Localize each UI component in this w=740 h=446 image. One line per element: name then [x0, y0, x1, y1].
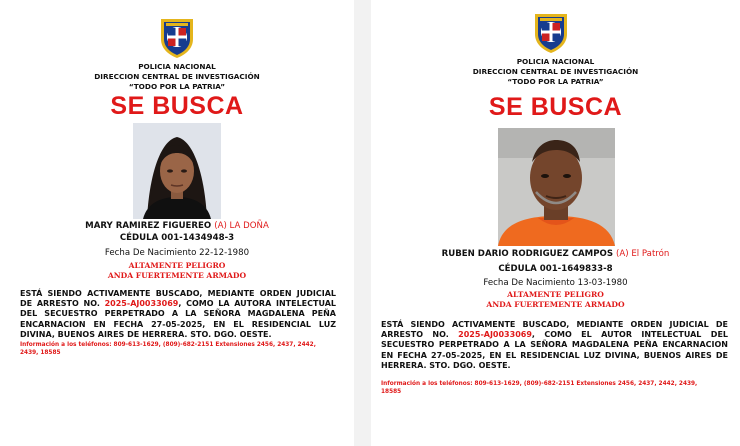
warrant-text-start: ESTÁ SIENDO ACTIVAMENTE BUSCADO, MEDIANTE ORDEN JUDICIAL DE ARRESTO NO.: [381, 320, 728, 340]
police-seal-icon: [529, 10, 573, 54]
suspect-cedula: CÉDULA 001-1649833-8: [498, 264, 613, 274]
warrant-description: [20, 289, 336, 340]
contact-phones: Información a los teléfonos: 809-613-1629, (809)-682-2151 Extensiones 2456, 2437, 2442, 2439, 18585: [381, 381, 698, 396]
header-line-3: “TODO POR LA PATRIA”: [507, 77, 604, 86]
suspect-alias: (A) LA DOÑA: [214, 221, 269, 231]
page-gap: [354, 0, 371, 446]
warrant-description: [381, 320, 728, 371]
suspect-name-text: RUBEN DARIO RODRIGUEZ CAMPOS: [441, 249, 614, 259]
warning-dangerous: ALTAMENTE PELIGRO: [507, 290, 604, 299]
header-line-1: POLICIA NACIONAL: [516, 57, 595, 66]
wanted-poster-right: [371, 0, 740, 446]
header-line-2: DIRECCION CENTRAL DE INVESTIGACIÓN: [472, 67, 639, 76]
warrant-text-end: , COMO EL AUTOR INTELECTUAL DEL SECUESTRO PERPETRADO A LA SEÑORA MAGDALENA PEÑA ENCARNACION EN FECHA 27-05-2025, EN EL RESIDENCIAL LUZ DIVINA, BUENOS AIRES DE HERRERA. STO. DGO. OESTE.: [381, 330, 729, 370]
header-line-2: DIRECCION CENTRAL DE INVESTIGACIÓN: [94, 72, 260, 81]
warning-armed: ANDA FUERTEMENTE ARMADO: [107, 271, 247, 280]
suspect-name-text: MARY RAMIREZ FIGUEREO: [85, 221, 212, 231]
suspect-name: [371, 249, 740, 259]
suspect-name: [0, 221, 354, 231]
suspect-birthdate: Fecha De Nacimiento 22-12-1980: [104, 248, 250, 258]
header-institution: [371, 57, 740, 87]
warrant-text-start: ESTÁ SIENDO ACTIVAMENTE BUSCADO, MEDIANTE ORDEN JUDICIAL DE ARRESTO NO.: [20, 289, 336, 309]
suspect-photo: [133, 123, 221, 219]
case-number: 2025-AJ0033069: [458, 330, 532, 340]
suspect-photo: [498, 128, 615, 246]
police-seal-icon: [155, 15, 199, 59]
warning-armed: ANDA FUERTEMENTE ARMADO: [486, 300, 625, 309]
se-busca-title: SE BUSCA: [488, 93, 623, 121]
header-institution: [0, 62, 354, 92]
wanted-poster-left: [0, 0, 354, 446]
warrant-text-end: , COMO LA AUTORA INTELECTUAL DEL SECUESTRO PERPETRADO A LA SEÑORA MAGDALENA PEÑA ENCARNACION EN FECHA 27-05-2025, EN EL RESIDENCIAL LUZ DIVINA, BUENOS AIRES DE HERRERA. STO. DGO. OESTE.: [20, 299, 337, 339]
contact-phones: Información a los teléfonos: 809-613-1629, (809)-682-2151 Extensiones 2456, 2437, 2442, 2439, 18585: [20, 342, 316, 357]
se-busca-title: SE BUSCA: [110, 92, 244, 120]
suspect-alias: (A) El Patrón: [616, 249, 670, 259]
header-line-1: POLICIA NACIONAL: [138, 62, 216, 71]
header-line-3: “TODO POR LA PATRIA”: [128, 82, 226, 91]
suspect-cedula: CÉDULA 001-1434948-3: [119, 233, 235, 243]
warning-dangerous: ALTAMENTE PELIGRO: [128, 261, 226, 270]
case-number: 2025-AJ0033069: [104, 299, 179, 309]
suspect-birthdate: Fecha De Nacimiento 13-03-1980: [483, 278, 628, 288]
